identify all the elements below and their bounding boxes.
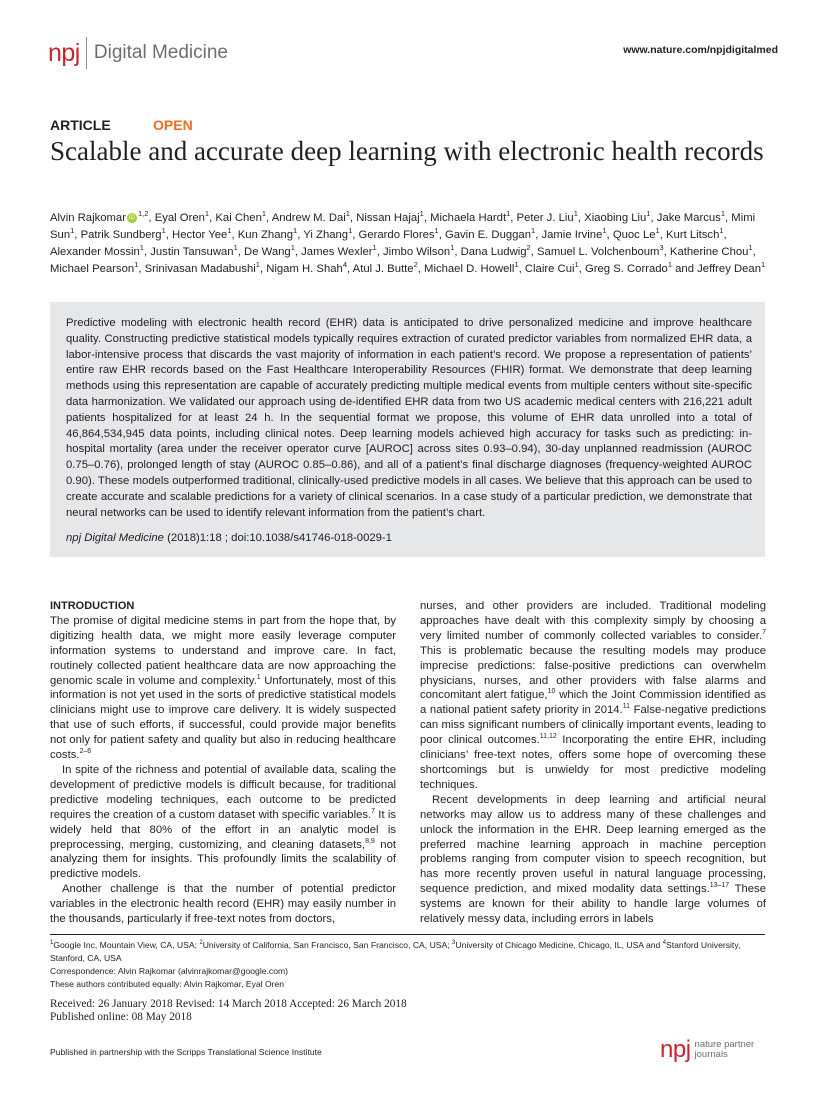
author-affiliation-marker: 1	[573, 209, 578, 219]
site-url-link[interactable]: www.nature.com/npjdigitalmed	[623, 44, 778, 56]
author-affiliation-marker: 1,2	[137, 209, 149, 219]
affiliation-number: 3	[452, 940, 456, 947]
author-name[interactable]: Patrik Sundberg	[80, 229, 162, 241]
author-name[interactable]: Jake Marcus	[656, 212, 721, 224]
author-name[interactable]: Atul J. Butte	[352, 263, 414, 275]
author-affiliation-marker: 1	[531, 226, 536, 236]
section-heading-introduction: INTRODUCTION	[50, 600, 135, 612]
author-name[interactable]: Justin Tansuwan	[150, 246, 234, 258]
author-affiliation-marker: 1	[761, 260, 766, 270]
citation-journal: npj Digital Medicine	[66, 532, 164, 544]
author-affiliation-marker: 1	[646, 209, 651, 219]
author-name[interactable]: Srinivasan Madabushi	[144, 263, 256, 275]
reference-link[interactable]: 2–6	[79, 748, 92, 756]
citation-line	[66, 532, 392, 544]
author-name[interactable]: Quoc Le	[612, 229, 656, 241]
author-affiliation-marker: 1	[506, 209, 511, 219]
author-name[interactable]: Dana Ludwig	[460, 246, 527, 258]
equal-contribution-note: These authors contributed equally: Alvin Rajkomar, Eyal Oren	[50, 979, 285, 989]
author-affiliation-marker: 1	[655, 226, 660, 236]
author-name[interactable]: Kun Zhang	[237, 229, 294, 241]
author-name[interactable]: Michael D. Howell	[424, 263, 515, 275]
paragraph: nurses, and other providers are included. Traditional modeling approaches have dealt with this complexity simply by choosing a very limited number of commonly collected variables to consider.$^7$ This is problematic because the resulting models may produce imprecise predictions: false-positive predictions can overwhelm physicians, nurses, and other providers with false alarms and concomitant alert fatigue,$^{10}$ which the Joint Commission identified as a national patient safety priority in 2014.11 False-negative predictions can miss significant numbers of clinically important events, leading to poor clinical outcomes.$^{11,12}$ Incorporating the entire EHR, including clinicians’ free-text notes, offers some hope of overcoming these shortcomings but is unwieldy for most predictive modeling techniques.	[420, 600, 767, 791]
author-affiliation-marker: 3	[659, 243, 664, 253]
journal-logo[interactable]	[48, 36, 228, 70]
author-affiliation-marker: 1	[720, 209, 726, 219]
author-affiliation-marker: 1	[70, 226, 75, 236]
partner-journals-text: nature partner journals	[694, 1039, 755, 1060]
author-affiliation-marker: 1	[602, 226, 607, 236]
author-affiliation-marker: 2	[526, 243, 531, 253]
author-affiliation-marker: 1	[372, 243, 377, 253]
affiliation-number: 1	[50, 940, 54, 947]
affiliation-text: University of Chicago Medicine, Chicago, IL, USA and	[455, 940, 663, 950]
footnotes	[50, 939, 770, 991]
author-name[interactable]: Katherine Chou	[669, 246, 749, 258]
author-affiliation-marker: 1	[290, 243, 295, 253]
author-affiliation-marker: 1	[204, 209, 210, 219]
author-affiliation-marker: 1	[233, 243, 238, 253]
reference-link[interactable]: 8,9	[365, 837, 375, 845]
reference-link[interactable]: 11	[622, 703, 630, 711]
author-name[interactable]: Hector Yee	[172, 229, 228, 241]
author-name[interactable]: Kai Chen	[215, 212, 262, 224]
partner-npj-text: npj	[660, 1036, 691, 1063]
article-title: Scalable and accurate deep learning with electronic health records	[50, 136, 764, 166]
author-affiliation-marker: 4	[342, 260, 347, 270]
published-online: Published online: 08 May 2018	[50, 1011, 192, 1023]
author-name[interactable]: Michaela Hardt	[430, 212, 507, 224]
author-name[interactable]: Samuel L. Volchenboum	[537, 246, 660, 258]
author-affiliation-marker: 1	[419, 209, 424, 219]
publication-dates	[50, 998, 407, 1024]
author-affiliation-marker: 1	[161, 226, 166, 236]
author-name[interactable]: Peter J. Liu	[516, 212, 574, 224]
author-name[interactable]: Alvin Rajkomar	[50, 212, 126, 224]
citation-doi: (2018)1:18 ; doi:10.1038/s41746-018-0029-1	[163, 532, 392, 544]
author-affiliation-marker: 2	[413, 260, 418, 270]
author-list: Alvin Rajkomar iD $^{1,2}$, Eyal Oren$^1$, Kai Chen$^1$, Andrew M. Dai$^1$, Nissan Hajaj$^1$, Michaela Hardt$^1$, Peter J. Liu$^1$, Xiaobing Liu$^1$, Jake Marcus$^1$, Mimi Sun$^1$, Patrik Sundberg$^1$, Hector Yee$^1$, Kun Zhang$^1$, Yi Zhang$^1$, Gerardo Flores$^1$, Gavin E. Duggan$^1$, Jamie Irvine$^1$, Quoc Le$^1$, Kurt Litsch$^1$, Alexander Mossin$^1$, Justin Tansuwan$^1$, De Wang$^1$, James Wexler$^1$, Jimbo Wilson$^1$, Dana Ludwig$^2$, Samuel L. Volchenboum$^3$, Katherine Chou$^1$, Michael Pearson$^1$, Srinivasan Madabushi$^1$, Nigam H. Shah$^4$, Atul J. Butte$^2$, Michael D. Howell$^1$, Claire Cui$^1$, Greg S. Corrado$^1$ and Jeffrey Dean$^1$	[50, 209, 766, 275]
author-affiliation-marker: 1	[227, 226, 232, 236]
author-affiliation-marker: 1	[139, 243, 144, 253]
paragraph: In spite of the richness and potential of available data, scaling the development of predictive models is difficult because, for traditional predictive modeling techniques, each outcome to be predicted requires the creation of a custom dataset with specific variables.$^7$ It is widely held that 80% of the effort in an analytic model is preprocessing, merging, customizing, and cleaning datasets,$^{8,9}$ not analyzing them for insights. This profoundly limits the scalability of predictive models.	[50, 763, 396, 881]
reference-link[interactable]: 7	[371, 807, 376, 815]
author-affiliation-marker: 1	[134, 260, 139, 270]
received-revised-accepted: Received: 26 January 2018 Revised: 14 March 2018 Accepted: 26 March 2018	[50, 998, 407, 1010]
author-affiliation-marker: 1	[345, 209, 350, 219]
affiliations	[50, 939, 770, 965]
footnote-divider	[50, 934, 765, 935]
reference-link[interactable]: 13–17	[709, 882, 730, 890]
author-name[interactable]: De Wang	[244, 246, 291, 258]
author-name[interactable]: Jimbo Wilson	[382, 246, 451, 258]
paragraph: Another challenge is that the number of potential predictor variables in the electronic health record (EHR) may easily number in the thousands, particularly if free-text notes from doctors,	[50, 883, 396, 926]
author-name[interactable]: Michael Pearson	[50, 263, 135, 275]
affiliation-number: 4	[662, 940, 667, 947]
affiliation-text: Stanford University, Stanford, CA, USA	[50, 940, 741, 963]
author-name[interactable]: Gerardo Flores	[358, 229, 435, 241]
logo-npj-text: npj	[48, 38, 80, 67]
author-affiliation-marker: 1	[748, 243, 753, 253]
author-affiliation-marker: 1	[261, 209, 267, 219]
author-name[interactable]: Kurt Litsch	[666, 229, 720, 241]
author-name[interactable]: Jeffrey Dean	[697, 263, 761, 275]
author-name[interactable]: Greg S. Corrado	[584, 263, 668, 275]
article-type-label: ARTICLE	[50, 117, 111, 133]
author-name[interactable]: Mimi Sun	[50, 212, 756, 241]
author-name[interactable]: Eyal Oren	[154, 212, 205, 224]
orcid-icon[interactable]: iD	[128, 214, 136, 222]
author-name[interactable]: Nissan Hajaj	[356, 212, 420, 224]
author-name[interactable]: Andrew M. Dai	[271, 212, 346, 224]
abstract-text: Predictive modeling with electronic health record (EHR) data is anticipated to drive personalized medicine and improve healthcare quality. Constructing predictive statistical models typically requires extraction of curated predictor variables from normalized EHR data, a labor-intensive process that discards the vast majority of information in each patient’s record. We propose a representation of patients’ entire raw EHR records based on the Fast Healthcare Interoperability Resources (FHIR) format. We demonstrate that deep learning methods using this representation are capable of accurately predicting multiple medical events from multiple centers without site-specific data harmonization. We validated our approach using de-identified EHR data from two US academic medical centers with 216,221 adult patients hospitalized for at least 24 h. In the sequential format we propose, this volume of EHR data unrolled into a total of 46,864,534,945 data points, including clinical notes. Deep learning models achieved high accuracy for tasks such as predicting: in-hospital mortality (area under the receiver operator curve [AUROC] across sites 0.93–0.94), 30-day unplanned readmission (AUROC 0.75–0.76), prolonged length of stay (AUROC 0.85–0.86), and all of a patient’s final discharge diagnoses (frequency-weighted AUROC 0.90). These models outperformed traditional, clinically-used predictive models in all cases. We believe that this approach can be used to create accurate and scalable predictions for a variety of clinical scenarios. In a case study of a particular prediction, we demonstrate that neural networks can be used to identify relevant information from the patient’s chart.	[66, 317, 752, 519]
paragraph: The promise of digital medicine stems in part from the hope that, by digitizing health data, we might more easily leverage computer information systems to understand and improve care. In fact, routinely collected patient healthcare data are now approaching the genomic scale in volume and complexity.$^1$ Unfortunately, most of this information is not yet used in the sorts of predictive statistical models clinicians might use to improve care delivery. It is widely suspected that use of such efforts, if successful, could provide major benefits not only for patient safety and quality but also in reducing healthcare costs.$^{2-6}$	[50, 614, 396, 762]
reference-link[interactable]: 10	[547, 688, 556, 696]
author-affiliation-marker: 1	[719, 226, 724, 236]
partnership-note: Published in partnership with the Scripps Translational Science Institute	[50, 1047, 322, 1057]
author-affiliation-marker: 1	[255, 260, 260, 270]
correspondence-line: Correspondence: Alvin Rajkomar (alvinrajkomar@google.com)	[50, 966, 288, 976]
logo-divider	[86, 37, 87, 69]
author-affiliation-marker: 1	[434, 226, 439, 236]
author-name[interactable]: Yi Zhang	[303, 229, 349, 241]
body-column-right	[420, 599, 766, 927]
reference-link[interactable]: 11,12	[539, 733, 557, 741]
author-affiliation-marker: 1	[348, 226, 353, 236]
affiliation-text: Google Inc, Mountain View, CA, USA;	[53, 940, 200, 950]
affiliation-number: 2	[199, 940, 203, 947]
author-affiliation-marker: 1	[293, 226, 298, 236]
body-column-left	[50, 599, 396, 927]
author-name[interactable]: Xiaobing Liu	[584, 212, 647, 224]
author-affiliation-marker: 1	[450, 243, 455, 253]
affiliation-text: University of California, San Francisco, San Francisco, CA, USA;	[202, 940, 453, 950]
author-name[interactable]: Nigam H. Shah	[266, 263, 343, 275]
reference-link[interactable]: 1	[256, 673, 261, 681]
author-name[interactable]: Gavin E. Duggan	[444, 229, 532, 241]
author-name[interactable]: Alexander Mossin	[50, 246, 140, 258]
paragraph: Recent developments in deep learning and artificial neural networks may allow us to address many of these challenges and unlock the information in the EHR. Deep learning emerged as the preferred machine learning approach in machine perception problems ranging from computer vision to speech recognition, but has more recently proven useful in natural language processing, sequence prediction, and mixed modality data settings.$^{13-17}$ These systems are known for their ability to handle large volumes of relatively messy data, including errors in labels	[420, 793, 766, 926]
reference-link[interactable]: 7	[762, 629, 766, 637]
author-name[interactable]: James Wexler	[301, 246, 373, 258]
journal-name: Digital Medicine	[93, 42, 228, 63]
author-name[interactable]: Claire Cui	[524, 263, 575, 275]
author-affiliation-marker: 1	[574, 260, 579, 270]
nature-partner-journals-logo[interactable]	[660, 1036, 754, 1064]
author-affiliation-marker: 1	[514, 260, 519, 270]
open-access-label: OPEN	[153, 117, 193, 133]
author-name[interactable]: Jamie Irvine	[541, 229, 603, 241]
author-affiliation-marker: 1	[667, 260, 673, 270]
